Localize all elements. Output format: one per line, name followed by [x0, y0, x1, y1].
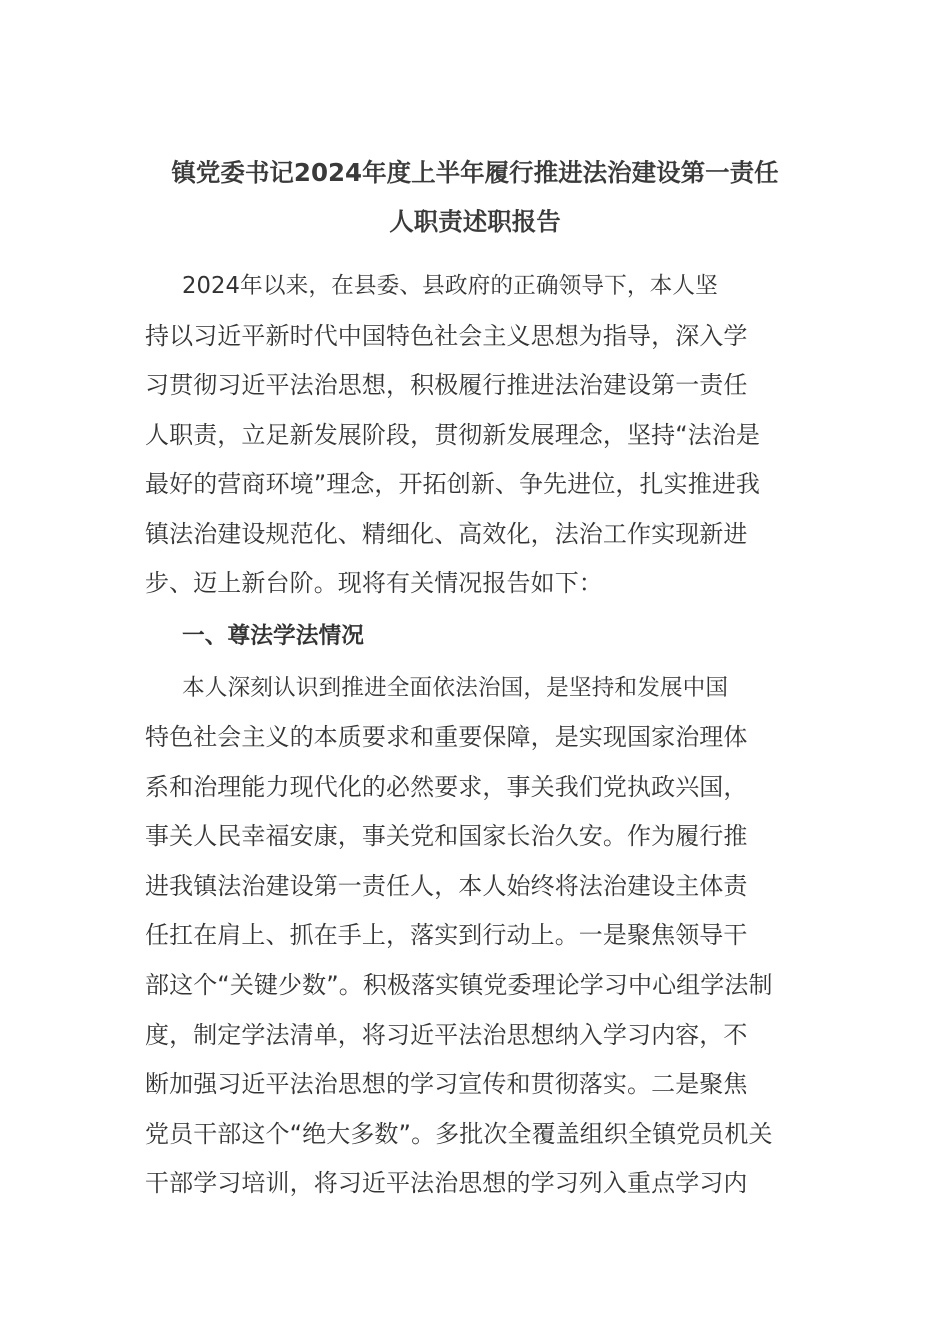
paragraph-line: 任扛在肩上、抓在手上，落实到行动上。一是聚焦领导干: [145, 921, 748, 949]
paragraph-line: 本人深刻认识到推进全面依法治国，是坚持和发展中国: [182, 675, 729, 701]
paragraph-line: 2024年以来，在县委、县政府的正确领导下，本人坚: [182, 273, 718, 299]
document-title-line-1: 镇党委书记2024年度上半年履行推进法治建设第一责任: [171, 158, 779, 187]
paragraph-line: 事关人民幸福安康，事关党和国家长治久安。作为履行推: [145, 822, 748, 850]
paragraph-line: 干部学习培训，将习近平法治思想的学习列入重点学习内: [145, 1169, 748, 1197]
paragraph-line: 党员干部这个“绝大多数”。多批次全覆盖组织全镇党员机关: [145, 1120, 773, 1148]
paragraph-line: 部这个“关键少数”。积极落实镇党委理论学习中心组学法制: [145, 971, 773, 999]
paragraph-line: 镇法治建设规范化、精细化、高效化，法治工作实现新进: [145, 520, 748, 548]
paragraph-line: 人职责，立足新发展阶段，贯彻新发展理念，坚持“法治是: [145, 421, 761, 449]
paragraph-line: 进我镇法治建设第一责任人，本人始终将法治建设主体责: [145, 872, 748, 900]
section-heading: 一、尊法学法情况: [182, 623, 365, 649]
paragraph-line: 最好的营商环境”理念，开拓创新、争先进位，扎实推进我: [145, 470, 761, 498]
paragraph-line: 系和治理能力现代化的必然要求，事关我们党执政兴国，: [145, 773, 748, 801]
paragraph-line: 习贯彻习近平法治思想，积极履行推进法治建设第一责任: [145, 371, 748, 399]
document-title-line-2: 人职责述职报告: [389, 207, 561, 236]
paragraph-line: 持以习近平新时代中国特色社会主义思想为指导，深入学: [145, 322, 748, 350]
paragraph-line: 度，制定学法清单，将习近平法治思想纳入学习内容，不: [145, 1021, 748, 1049]
paragraph-line: 断加强习近平法治思想的学习宣传和贯彻落实。二是聚焦: [145, 1070, 748, 1098]
paragraph-line: 特色社会主义的本质要求和重要保障，是实现国家治理体: [145, 723, 748, 751]
paragraph-line: 步、迈上新台阶。现将有关情况报告如下：: [145, 569, 603, 597]
